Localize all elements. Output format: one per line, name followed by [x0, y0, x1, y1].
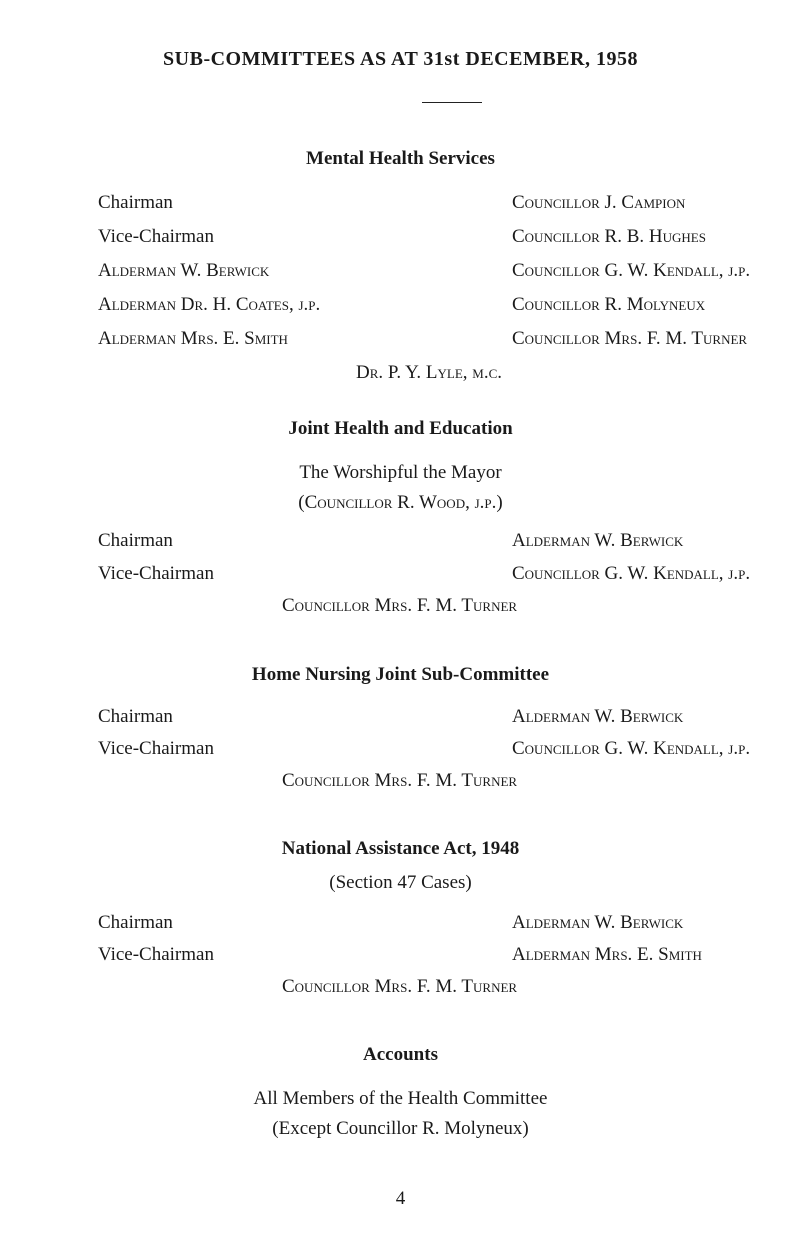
member-name: Councillor J. Campion — [512, 192, 686, 213]
section-line: (Except Councillor R. Molyneux) — [272, 1118, 529, 1139]
member-name: Alderman W. Berwick — [98, 260, 270, 281]
section-heading: Accounts — [363, 1044, 438, 1065]
role-label: Vice-Chairman — [98, 944, 214, 965]
member-name: Alderman W. Berwick — [512, 530, 684, 551]
section-line: All Members of the Health Committee — [253, 1088, 548, 1109]
member-name: Councillor G. W. Kendall, j.p. — [512, 738, 751, 759]
member-name: Councillor G. W. Kendall, j.p. — [512, 563, 751, 584]
member-name: Alderman W. Berwick — [512, 912, 684, 933]
role-label: Chairman — [98, 530, 173, 551]
member-name: Councillor Mrs. F. M. Turner — [282, 976, 518, 997]
member-name: Councillor R. Molyneux — [512, 294, 706, 315]
page-title: SUB-COMMITTEES AS AT 31st DECEMBER, 1958 — [163, 48, 638, 70]
section-heading: National Assistance Act, 1948 — [281, 838, 520, 859]
member-name: Councillor Mrs. F. M. Turner — [512, 328, 748, 349]
role-label: Vice-Chairman — [98, 563, 214, 584]
member-name: Alderman W. Berwick — [512, 706, 684, 727]
member-name: Dr. P. Y. Lyle, m.c. — [356, 362, 503, 383]
role-label: Chairman — [98, 706, 173, 727]
role-label: Chairman — [98, 192, 173, 213]
member-name: Councillor Mrs. F. M. Turner — [282, 595, 518, 616]
member-name: Councillor R. B. Hughes — [512, 226, 706, 247]
member-name: Alderman Dr. H. Coates, j.p. — [98, 294, 321, 315]
section-line: (Councillor R. Wood, j.p.) — [298, 492, 503, 513]
section-heading: Mental Health Services — [306, 148, 495, 169]
section-line: The Worshipful the Mayor — [299, 462, 502, 483]
section-heading: Joint Health and Education — [288, 418, 513, 439]
member-name: Councillor G. W. Kendall, j.p. — [512, 260, 751, 281]
page-number: 4 — [395, 1188, 406, 1209]
role-label: Chairman — [98, 912, 173, 933]
member-name: Alderman Mrs. E. Smith — [98, 328, 288, 349]
section-subheading: (Section 47 Cases) — [329, 872, 472, 893]
member-name: Councillor Mrs. F. M. Turner — [282, 770, 518, 791]
role-label: Vice-Chairman — [98, 226, 214, 247]
section-heading: Home Nursing Joint Sub-Committee — [251, 664, 550, 685]
role-label: Vice-Chairman — [98, 738, 214, 759]
member-name: Alderman Mrs. E. Smith — [512, 944, 702, 965]
title-divider — [422, 102, 482, 103]
